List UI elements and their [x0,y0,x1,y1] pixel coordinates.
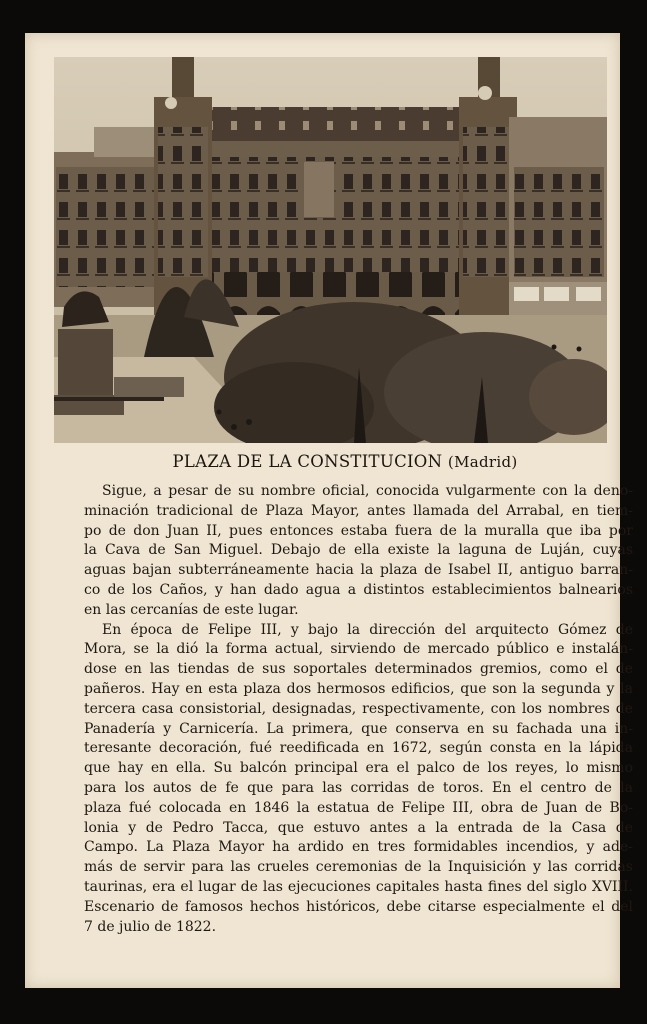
text-line: po de don Juan II, pues entonces estaba fuera de la muralla que iba por [84,522,633,539]
text-line: Escenario de famosos hechos históricos, debe citarse especialmente el del [84,898,633,915]
text-line: pañeros. Hay en esta plaza dos hermosos edificios, que son la segunda y la [84,680,633,697]
postcard-title [25,452,647,471]
text-line: En época de Felipe III, y bajo la dirección del arquitecto Gómez de [102,621,633,638]
description-text [84,482,633,937]
text-line: lonia y de Pedro Tacca, que estuvo antes a la entrada de la Casa de [84,819,633,836]
text-line: plaza fué colocada en 1846 la estatua de Felipe III, obra de Juan de Bo- [84,799,633,816]
text-line: taurinas, era el lugar de las ejecuciones capitales hasta fines del siglo XVIII. [84,878,633,895]
text-line: Sigue, a pesar de su nombre oficial, conocida vulgarmente con la deno- [102,483,633,499]
text-line: Mora, se la dió la forma actual, sirviendo de mercado público e instalán- [84,641,633,658]
title-text: PLAZA DE LA CONSTITUCION [172,452,443,471]
text-line: Campo. La Plaza Mayor ha ardido en tres formidables incendios, y ade- [84,839,633,856]
title-location: (Madrid) [447,453,518,471]
text-line: más de servir para las crueles ceremonias de la Inquisición y las corridas [84,859,633,876]
text-line: teresante decoración, fué reedificada en 1672, según consta en la lápida [84,740,633,757]
text-line: aguas bajan subterráneamente hacia la plaza de Isabel II, antiguo barran- [84,562,633,579]
text-line: para los autos de fe que para las corridas de toros. En el centro de la [84,779,633,796]
plaza-mayor-photo [54,57,607,443]
text-line: la Cava de San Miguel. Debajo de ella existe la laguna de Luján, cuyas [84,542,633,559]
paragraph [84,621,633,938]
text-line: dose en las tiendas de sus soportales determinados gremios, como el de [84,661,633,678]
postcard [25,33,633,988]
text-line: en las cercanías de este lugar. [84,601,299,618]
text-line: tercera casa consistorial, designadas, respectivamente, con los nombres de [84,700,633,717]
paragraph [84,482,633,621]
text-line: Panadería y Carnicería. La primera, que conserva en su fachada una in- [84,720,633,737]
text-line: 7 de julio de 1822. [84,918,217,935]
text-line: que hay en ella. Su balcón principal era el palco de los reyes, lo mismo [84,760,633,777]
text-line: minación tradicional de Plaza Mayor, antes llamada del Arrabal, en tiem- [84,502,633,519]
text-line: co de los Caños, y han dado agua a distintos establecimientos balnearios [84,581,633,598]
